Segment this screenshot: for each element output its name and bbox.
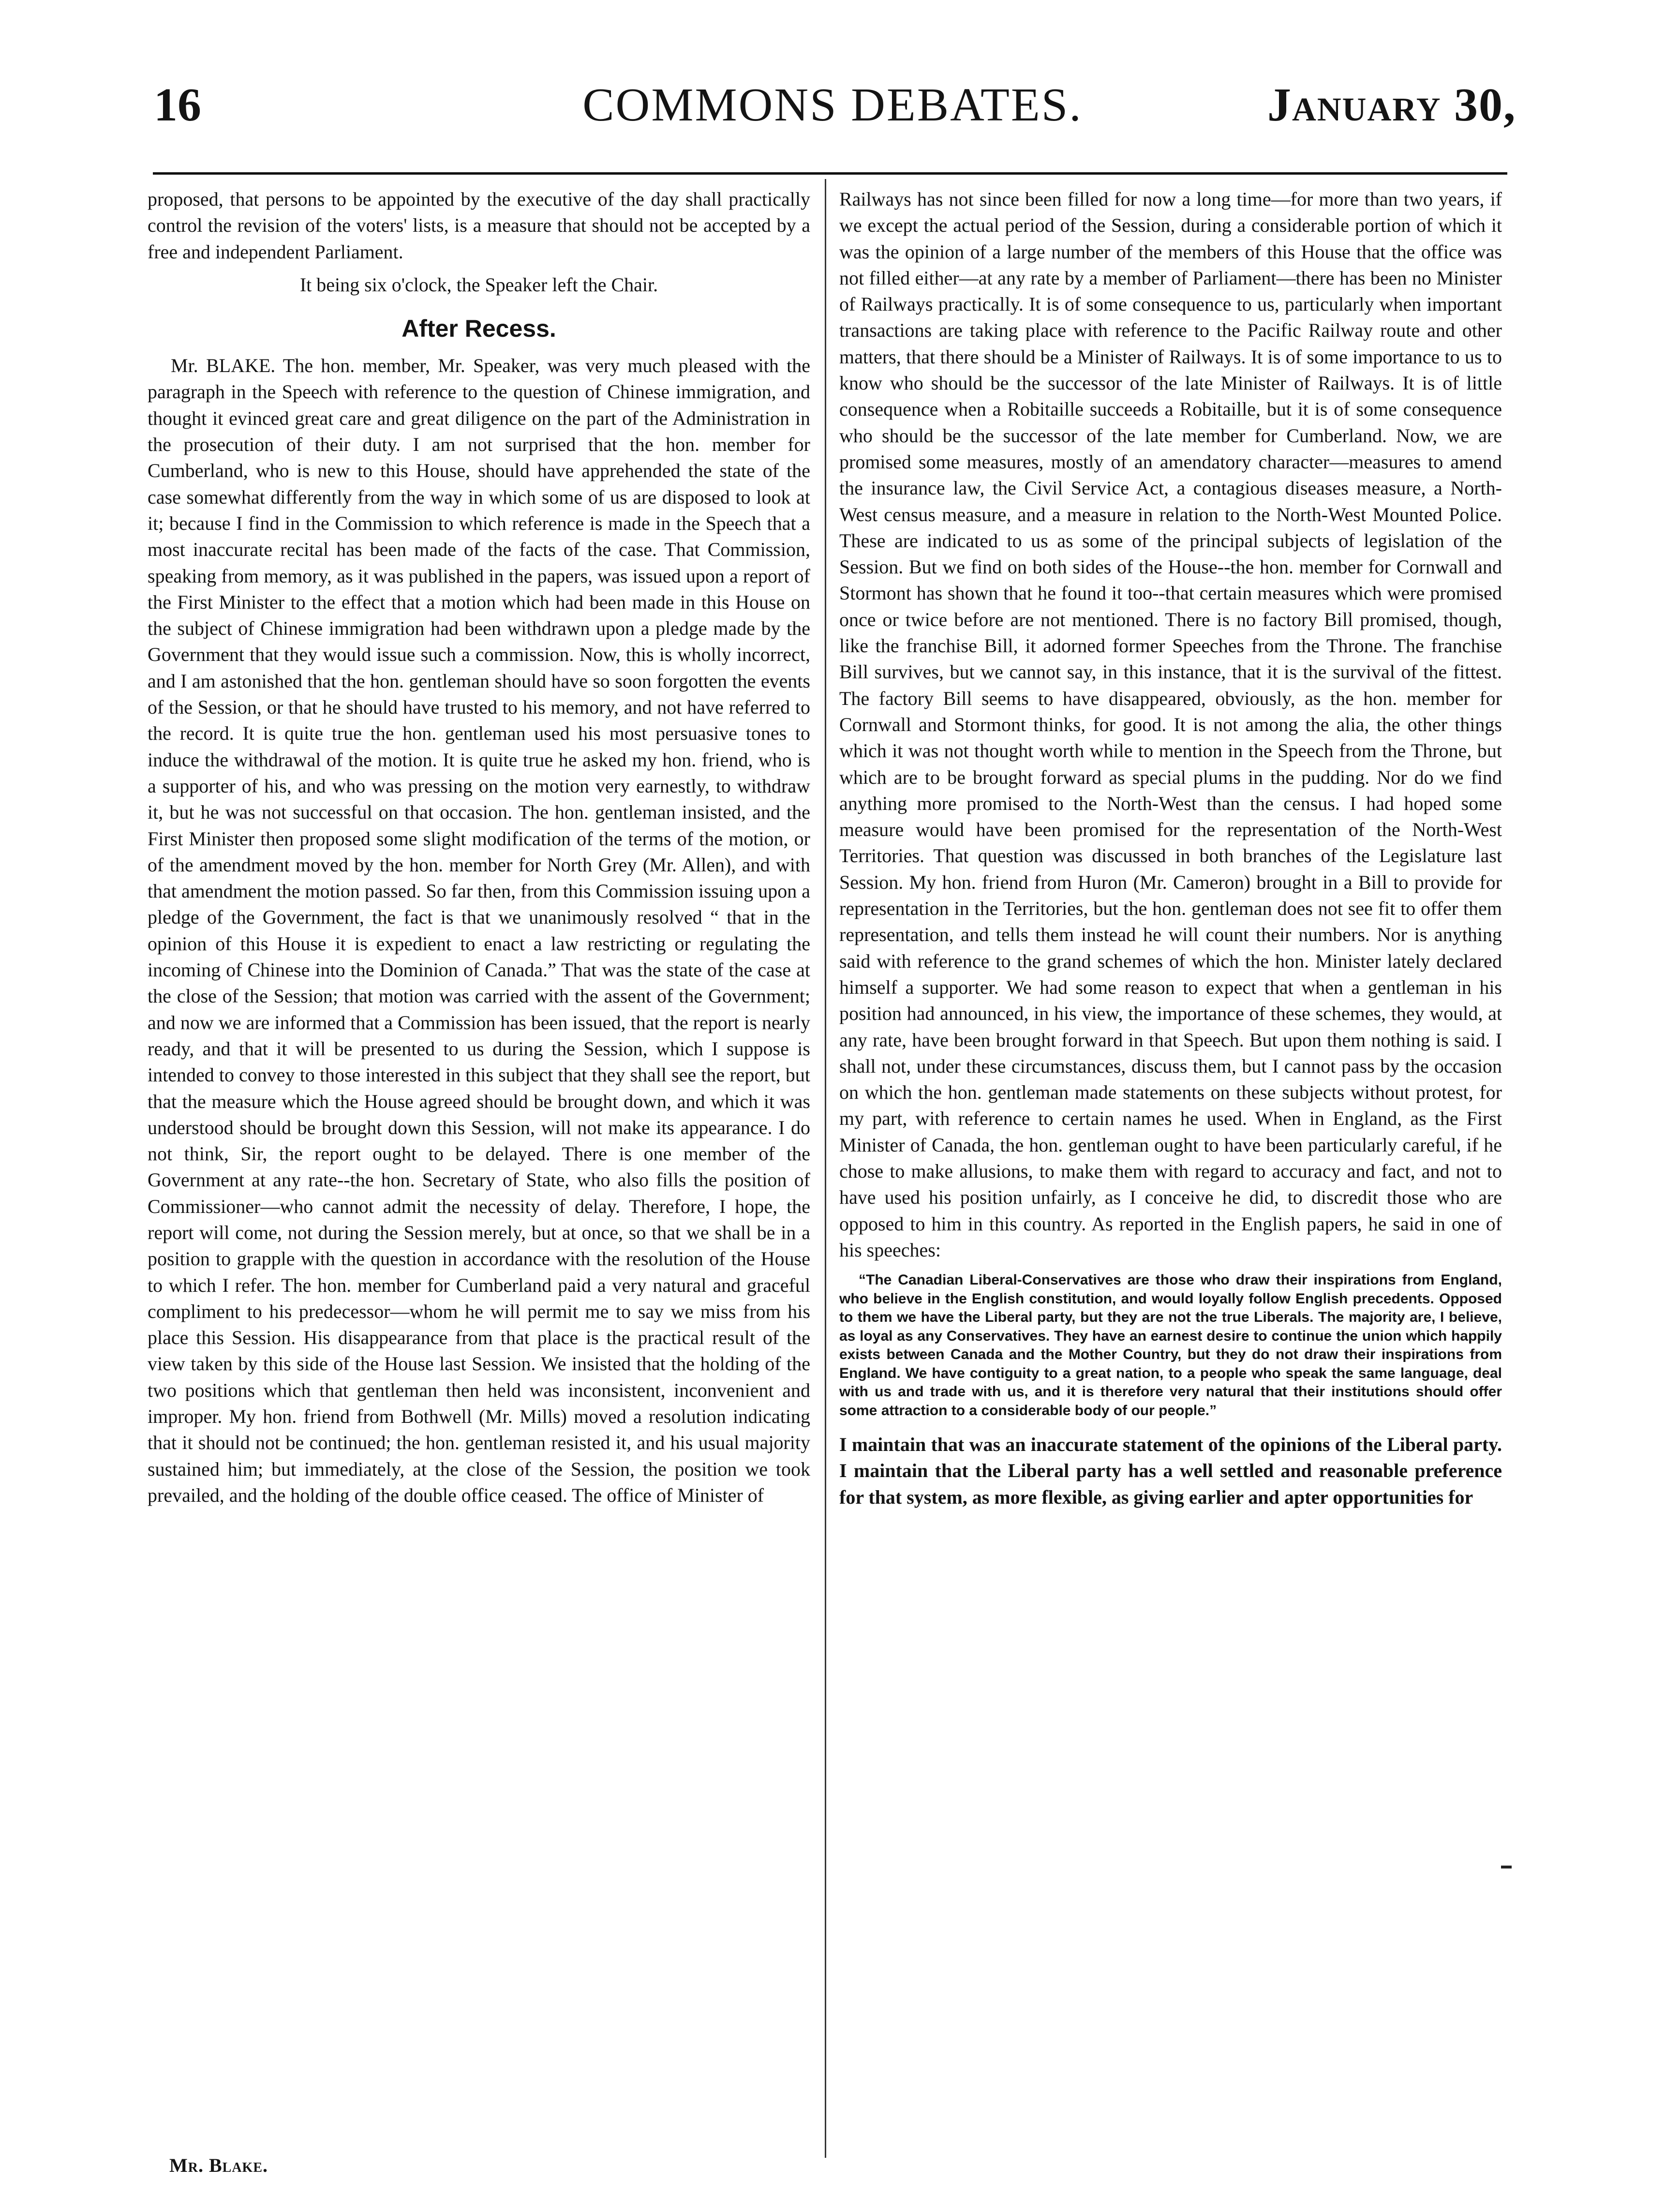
paragraph: Railways has not since been filled for now a long time—for more than two years, if we except the actual period of the Session, during a considerable portion of which it was the opinion of a large number of the members of this House that the office was not filled either—at any rate by a member of Parliament—there has been no Minister of Railways practically. It is of some consequence to us, particularly when important transactions are taking place with reference to the Pacific Railway route and other matters, that there should be a Minister of Railways. It is of some importance to us to know who should be the successor of the late Minister of Railways. It is of little consequence when a Robitaille succeeds a Robitaille, but it is of some consequence who should be the successor of the late member for Cumberland. Now, we are promised some measures, mostly of an amendatory character—measures to amend the insurance law, the Civil Service Act, a contagious diseases measure, a North-West census measure, and a measure in relation to the North-West Mounted Police. These are indicated to us as some of the principal subjects of legislation of the Session. But we find on both sides of the House--the hon. member for Cornwall and Stormont has shown that he found it too--that certain measures which were promised once or twice before are not mentioned. There is no factory Bill promised, though, like the franchise Bill, it adorned former Speeches from the Throne. The franchise Bill survives, but we cannot say, in this instance, that it is the survival of the fittest. The factory Bill seems to have disappeared, obviously, as the hon. member for Cornwall and Stormont thinks, for good. It is not among the alia, the other things which it was not thought worth while to mention in the Speech from the Throne, but which are to be brought forward as special plums in the pudding. Nor do we find anything more promised to the North-West than the census. I had hoped some measure would have been promised for the representation of the North-West Territories. That question was discussed in both branches of the Legislature last Session. My hon. friend from Huron (Mr. Cameron) brought in a Bill to provide for representation in the Territories, but the hon. gentleman does not see fit to offer them representation, and tells them instead he will count their numbers. Nor is anything said with reference to the grand schemes of which the hon. Minister lately declared himself a supporter. We had some reason to expect that when a gentleman in his position had announced, in his view, the importance of these schemes, they would, at any rate, have been brought forward in that Speech. But upon them nothing is said. I shall not, under these circumstances, discuss them, but I cannot pass by the occasion on which the hon. gentleman made statements on these subjects without protest, for my part, with reference to certain names he used. When in England, as the First Minister of Canada, the hon. gentleman ought to have been particularly careful, if he chose to make allusions, to make them with regard to accuracy and fact, and not to have used his position unfairly, as I conceive he did, to discredit those who are opposed to him in this country. As reported in the English papers, he said in one of his speeches:	[839, 188, 1502, 1261]
running-footer: Mr. Blake.	[169, 2154, 268, 2176]
section-heading: After Recess.	[401, 315, 556, 343]
paragraph: Mr. BLAKE. The hon. member, Mr. Speaker, was very much pleased with the paragraph in the Speech with reference to the question of Chinese immigration, and thought it evinced great care and great diligence on the part of the Administration in the prosecution of their duty. I am not surprised that the hon. member for Cumberland, who is new to this House, should have apprehended the state of the case somewhat differently from the way in which some of us are disposed to look at it; because I find in the Commission to which reference is made in the Speech that a most inaccurate recital has been made of the facts of the case. That Commission, speaking from memory, as it was published in the papers, was issued upon a report of the First Minister to the effect that a motion which had been made in this House on the subject of Chinese immigration had been withdrawn upon a pledge made by the Government that they would issue such a commission. Now, this is wholly incorrect, and I am astonished that the hon. gentleman should have so soon forgotten the events of the Session, or that he should have trusted to his memory, and not have referred to the record. It is quite true the hon. gentleman used his most persuasive tones to induce the withdrawal of the motion. It is quite true he asked my hon. friend, who is a supporter of his, and who was pressing on the motion very earnestly, to withdraw it, but he was not successful on that occasion. The hon. gentleman insisted, and the First Minister then proposed some slight modification of the terms of the motion, or of the amendment moved by the hon. member for North Grey (Mr. Allen), and with that amendment the motion passed. So far then, from this Commission issuing upon a pledge of the Government, the fact is that we unanimously resolved “ that in the opinion of this House it is expedient to enact a law restricting or regulating the incoming of Chinese into the Dominion of Canada.” That was the state of the case at the close of the Session; that motion was carried with the assent of the Government; and now we are informed that a Commission has been issued, that the report is nearly ready, and that it will be presented to us during the Session, which I suppose is intended to convey to those interested in this subject that they shall see the report, but that the measure which the House agreed should be brought down, and which it was understood should be brought down this Session, will not make its appearance. I do not think, Sir, the report ought to be delayed. There is one member of the Government at any rate--the hon. Secretary of State, who also fills the position of Commissioner—who cannot admit the necessity of delay. Therefore, I hope, the report will come, not during the Session merely, but at once, so that we shall be in a position to grapple with the question in accordance with the resolution of the House to which I refer. The hon. member for Cumberland paid a very natural and graceful compliment to his predecessor—whom he will permit me to say we miss from his place this Session. His disappearance from that place is the practical result of the view taken by this side of the House last Session. We insisted that the holding of the two positions which that gentleman then held was inconsistent, inconvenient and improper. My hon. friend from Bothwell (Mr. Mills) moved a resolution indicating that it should not be continued; the hon. gentleman resisted it, and his usual majority sustained him; but immediately, at the close of the Session, the position we took prevailed, and the holding of the double office ceased. The office of Minister of	[148, 355, 810, 1506]
paragraph: I maintain that was an inaccurate statement of the opinions of the Liberal party. I maintain that the Liberal party has a well settled and reasonable preference for that system, as more flexible, as giving earlier and apter opportunities for	[839, 1434, 1502, 1508]
header-rule	[153, 172, 1507, 175]
paragraph: proposed, that persons to be appointed by the executive of the day shall practically control the revision of the voters' lists, is a measure that should not be accepted by a free and independent Parliament.	[148, 188, 810, 263]
page-title: COMMONS DEBATES.	[582, 79, 1083, 131]
margin-mark	[1501, 1866, 1512, 1868]
block-quote: “The Canadian Liberal-Conservatives are those who draw their inspirations from England, who believe in the English constitution, and would loyally follow English precedents. Opposed to them we have the Liberal party, but they are not the true Liberals. The majority are, I believe, as loyal as any Conservatives. They have an earnest desire to continue the union which happily exists between Canada and the Mother Country, but they do not draw their inspirations from England. We have contiguity to a great nation, to a people who speak the same language, deal with us and trade with us, and it is therefore very natural that their institutions should offer some attraction to a considerable body of our people.”	[839, 1272, 1502, 1419]
right-column	[839, 186, 1502, 1510]
column-divider	[825, 179, 826, 2158]
page-number: 16	[154, 79, 201, 131]
left-column	[148, 186, 810, 1509]
issue-date: January 30,	[1267, 79, 1516, 131]
procedural-note: It being six o'clock, the Speaker left the Chair.	[299, 273, 658, 296]
